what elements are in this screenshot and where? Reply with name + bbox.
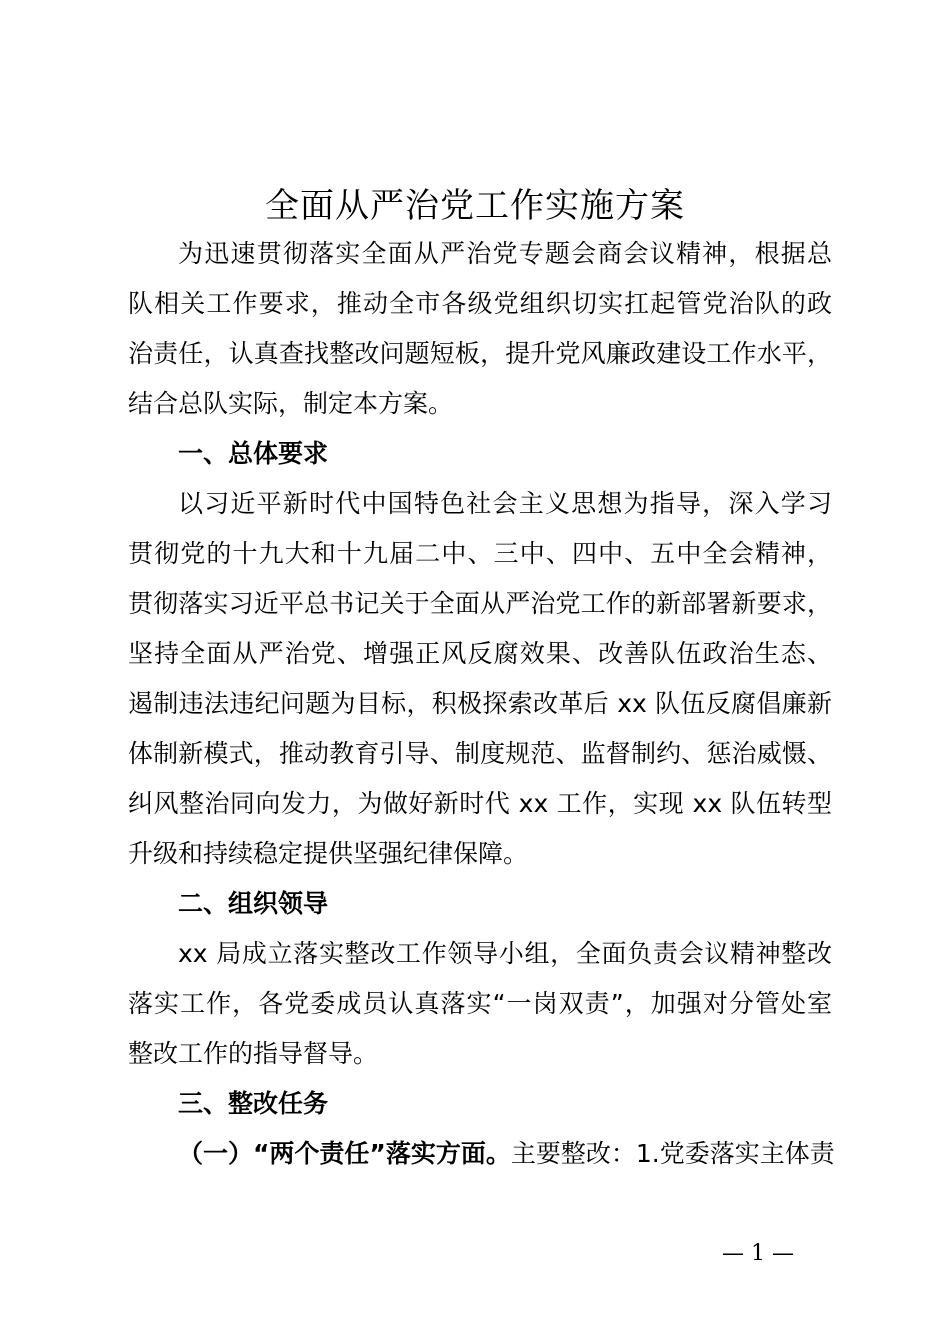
intro-line-4: 结合总队实际，制定本方案。 xyxy=(128,389,454,418)
intro-line-3: 治责任，认真查找整改问题短板，提升党风廉政建设工作水平， xyxy=(128,339,832,368)
section-1-line-1: 以习近平新时代中国特色社会主义思想为指导，深入学习 xyxy=(178,489,832,518)
section-2-line-1: xx 局成立落实整改工作领导小组，全面负责会议精神整改 xyxy=(178,939,832,968)
section-3-item-1-text: 主要整改：1.党委落实主体责 xyxy=(510,1139,835,1168)
intro-line-1: 为迅速贯彻落实全面从严治党专题会商会议精神，根据总 xyxy=(178,239,832,268)
section-2-heading: 二、组织领导 xyxy=(178,889,329,918)
section-3-item-1-title: （一）“两个责任”落实方面。 xyxy=(178,1139,511,1168)
section-1-line-6: 体制新模式，推动教育引导、制度规范、监督制约、惩治威慑、 xyxy=(128,739,832,768)
page-number: — 1 — xyxy=(722,1241,794,1266)
section-1-heading: 一、总体要求 xyxy=(178,439,329,468)
section-1-line-3: 贯彻落实习近平总书记关于全面从严治党工作的新部署新要求， xyxy=(128,589,832,618)
intro-line-2: 队相关工作要求，推动全市各级党组织切实扛起管党治队的政 xyxy=(128,289,832,318)
section-1-line-5: 遏制违法违纪问题为目标，积极探索改革后 xx 队伍反腐倡廉新 xyxy=(128,689,832,718)
section-1-line-7: 纠风整治同向发力，为做好新时代 xx 工作，实现 xx 队伍转型 xyxy=(128,789,832,818)
document-title: 全面从严治党工作实施方案 xyxy=(265,186,685,226)
section-1-line-8: 升级和持续稳定提供坚强纪律保障。 xyxy=(128,839,529,868)
section-3-item-1 xyxy=(178,1136,835,1172)
section-2-line-2: 落实工作，各党委成员认真落实“一岗双责”，加强对分管处室 xyxy=(128,989,832,1018)
section-2-line-3: 整改工作的指导督导。 xyxy=(128,1039,379,1068)
section-1-line-2: 贯彻党的十九大和十九届二中、三中、四中、五中全会精神， xyxy=(128,539,832,568)
section-1-line-4: 坚持全面从严治党、增强正风反腐效果、改善队伍政治生态、 xyxy=(128,639,832,668)
section-3-heading: 三、整改任务 xyxy=(178,1089,329,1118)
